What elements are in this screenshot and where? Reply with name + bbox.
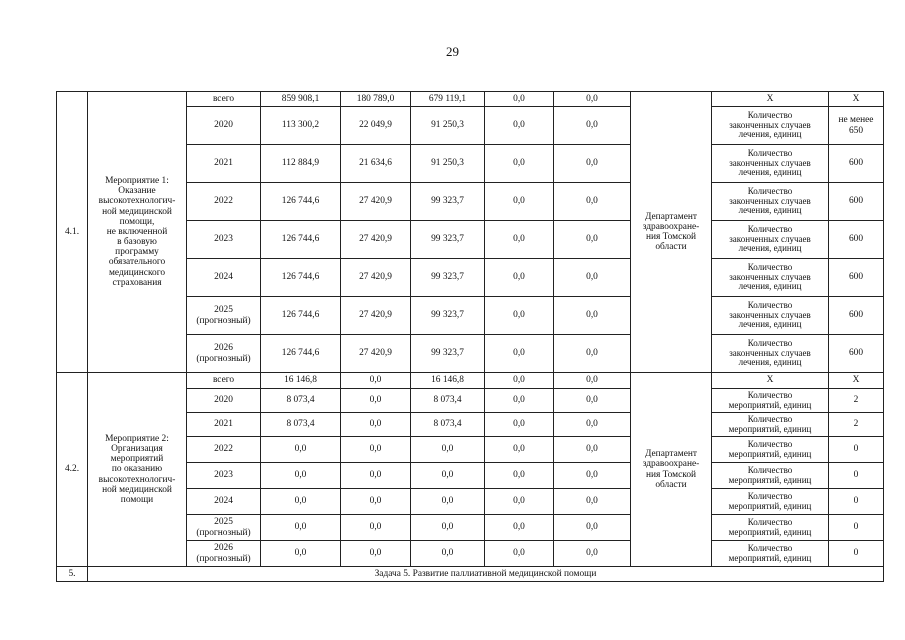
page-number: 29 [446, 44, 459, 59]
event-name-line: помощи [120, 494, 154, 505]
indicator-name [712, 259, 829, 297]
executor [631, 92, 712, 373]
indicator-value: 0 [829, 541, 884, 567]
total-value: 112 884,9 [261, 145, 341, 183]
indicator-value: не менее 650 [829, 107, 884, 145]
regional-value: 0,0 [411, 489, 485, 515]
event-name-line: мероприятий [110, 454, 164, 465]
event-name-line: высокотехнологич- [98, 474, 176, 485]
local-value: 0,0 [485, 413, 554, 437]
total-value: 859 908,1 [261, 92, 341, 107]
local-value: 0,0 [485, 389, 554, 413]
indicator-name-line: Количество [747, 542, 793, 553]
other-value: 0,0 [554, 541, 631, 567]
indicator-name-line: Количество [747, 223, 793, 234]
regional-value: 679 119,1 [411, 92, 485, 107]
indicator-name-line: законченных случаев [729, 119, 811, 130]
indicator-name-line: законченных случаев [729, 195, 811, 206]
event-name-line: Организация [111, 444, 163, 455]
other-value: 0,0 [554, 145, 631, 183]
year-label: 2023 [214, 470, 233, 481]
indicator-name-line: мероприятий, единиц [728, 423, 812, 434]
local-value: 0,0 [485, 541, 554, 567]
indicator-name [712, 183, 829, 221]
executor-line: Департамент [645, 211, 697, 222]
total-value: 16 146,8 [261, 373, 341, 389]
indicator-name [712, 145, 829, 183]
total-value: 0,0 [261, 515, 341, 541]
indicator-name-line: законченных случаев [729, 157, 811, 168]
event-name [88, 373, 187, 567]
indicator-name-line: лечения, единиц [738, 167, 802, 178]
year-cell [187, 489, 261, 515]
indicator-name [712, 92, 829, 107]
other-value: 0,0 [554, 413, 631, 437]
year-label: 2021 [214, 419, 233, 430]
year-cell [187, 107, 261, 145]
task-title: Задача 5. Развитие паллиативной медицинской помощи [88, 567, 884, 582]
indicator-value: 600 [829, 297, 884, 335]
indicator-name-line: Количество [747, 109, 793, 120]
indicator-name-line: Количество [747, 261, 793, 272]
table-row [57, 92, 884, 107]
indicator-name-line: мероприятий, единиц [728, 552, 812, 563]
indicator-name-line: Количество [747, 438, 793, 449]
total-value: 126 744,6 [261, 335, 341, 373]
year-label: 2024 [214, 272, 233, 283]
year-label: 2021 [214, 158, 233, 169]
event-name [88, 92, 187, 373]
event-name-line: высокотехнологич- [98, 196, 176, 207]
indicator-name-line: X [766, 93, 774, 104]
indicator-value: 0 [829, 515, 884, 541]
total-value: 0,0 [261, 541, 341, 567]
year-cell [187, 515, 261, 541]
year-cell [187, 373, 261, 389]
local-value: 0,0 [485, 297, 554, 335]
other-value: 0,0 [554, 489, 631, 515]
indicator-value: 2 [829, 389, 884, 413]
executor-line: Департамент [645, 449, 697, 460]
indicator-name [712, 297, 829, 335]
indicator-name-line: Количество [747, 147, 793, 158]
year-label: 2022 [214, 196, 233, 207]
indicator-name-line: Количество [747, 337, 793, 348]
regional-value: 99 323,7 [411, 297, 485, 335]
indicator-name-line: лечения, единиц [738, 357, 802, 368]
indicator-name [712, 221, 829, 259]
year-label: 2020 [214, 120, 233, 131]
indicator-name-line: лечения, единиц [738, 281, 802, 292]
year-label: 2026 [214, 543, 233, 554]
indicator-name [712, 515, 829, 541]
year-label: всего [212, 375, 235, 386]
regional-value: 91 250,3 [411, 145, 485, 183]
indicator-value: 600 [829, 183, 884, 221]
year-label: 2026 [214, 343, 233, 354]
total-value: 0,0 [261, 437, 341, 463]
event-name-line: Мероприятие 2: [105, 433, 169, 444]
federal-value: 0,0 [341, 541, 411, 567]
local-value: 0,0 [485, 489, 554, 515]
indicator-name [712, 335, 829, 373]
event-name-line: в базовую [117, 237, 157, 248]
indicator-value: 600 [829, 221, 884, 259]
local-value: 0,0 [485, 183, 554, 221]
indicator-value: X [829, 92, 884, 107]
indicator-name-line: лечения, единиц [738, 319, 802, 330]
federal-value: 27 420,9 [341, 183, 411, 221]
regional-value: 8 073,4 [411, 389, 485, 413]
event-name-line: ной медицинской [102, 484, 172, 495]
event-name-line: Оказание [118, 186, 156, 197]
federal-value: 0,0 [341, 489, 411, 515]
regional-value: 99 323,7 [411, 335, 485, 373]
local-value: 0,0 [485, 145, 554, 183]
regional-value: 99 323,7 [411, 183, 485, 221]
total-value: 126 744,6 [261, 221, 341, 259]
federal-value: 180 789,0 [341, 92, 411, 107]
total-value: 0,0 [261, 463, 341, 489]
federal-value: 0,0 [341, 373, 411, 389]
federal-value: 0,0 [341, 515, 411, 541]
local-value: 0,0 [485, 437, 554, 463]
indicator-name-line: мероприятий, единиц [728, 474, 812, 485]
federal-value: 27 420,9 [341, 221, 411, 259]
regional-value: 0,0 [411, 463, 485, 489]
other-value: 0,0 [554, 221, 631, 259]
item-number: 4.1. [57, 92, 88, 373]
year-cell [187, 541, 261, 567]
regional-value: 0,0 [411, 515, 485, 541]
year-cell [187, 92, 261, 107]
year-label: 2023 [214, 234, 233, 245]
indicator-value: 600 [829, 259, 884, 297]
other-value: 0,0 [554, 92, 631, 107]
local-value: 0,0 [485, 92, 554, 107]
indicator-name-line: законченных случаев [729, 271, 811, 282]
year-cell [187, 389, 261, 413]
indicator-name [712, 541, 829, 567]
forecast-note: (прогнозный) [196, 353, 251, 364]
year-cell [187, 145, 261, 183]
indicator-name-line: законченных случаев [729, 347, 811, 358]
event-name-line: ной медицинской [102, 206, 172, 217]
executor [631, 373, 712, 567]
indicator-name-line: Количество [747, 490, 793, 501]
local-value: 0,0 [485, 515, 554, 541]
event-name-line: не включенной [106, 226, 168, 237]
indicator-name-line: лечения, единиц [738, 243, 802, 254]
year-cell [187, 297, 261, 335]
indicator-name-line: Количество [747, 299, 793, 310]
indicator-name-line: Количество [747, 516, 793, 527]
executor-line: здравоохране- [642, 459, 700, 470]
indicator-name [712, 489, 829, 515]
year-cell [187, 183, 261, 221]
indicator-name-line: законченных случаев [729, 233, 811, 244]
indicator-name-line: Количество [747, 389, 793, 400]
federal-value: 0,0 [341, 463, 411, 489]
forecast-note: (прогнозный) [196, 553, 251, 564]
program-table [56, 91, 884, 582]
local-value: 0,0 [485, 107, 554, 145]
event-name-line: Мероприятие 1: [105, 176, 169, 187]
year-label: всего [212, 93, 235, 104]
total-value: 126 744,6 [261, 259, 341, 297]
other-value: 0,0 [554, 463, 631, 489]
indicator-name [712, 413, 829, 437]
forecast-note: (прогнозный) [196, 527, 251, 538]
task-number: 5. [57, 567, 88, 582]
indicator-name-line: законченных случаев [729, 309, 811, 320]
forecast-note: (прогнозный) [196, 315, 251, 326]
indicator-value: 2 [829, 413, 884, 437]
event-name-line: программу [115, 247, 159, 258]
year-cell [187, 221, 261, 259]
item-number: 4.2. [57, 373, 88, 567]
regional-value: 99 323,7 [411, 221, 485, 259]
executor-line: ния Томской [645, 232, 697, 242]
other-value: 0,0 [554, 107, 631, 145]
executor-line: области [655, 242, 687, 253]
indicator-name-line: Количество [747, 185, 793, 196]
total-value: 8 073,4 [261, 389, 341, 413]
indicator-name-line: Количество [747, 413, 793, 424]
other-value: 0,0 [554, 297, 631, 335]
indicator-value: X [829, 373, 884, 389]
federal-value: 0,0 [341, 389, 411, 413]
indicator-name-line: мероприятий, единиц [728, 500, 812, 511]
year-cell [187, 463, 261, 489]
other-value: 0,0 [554, 335, 631, 373]
year-label: 2024 [214, 496, 233, 507]
year-cell [187, 335, 261, 373]
other-value: 0,0 [554, 389, 631, 413]
other-value: 0,0 [554, 259, 631, 297]
total-value: 126 744,6 [261, 297, 341, 335]
event-name-line: медицинского [108, 267, 166, 278]
local-value: 0,0 [485, 221, 554, 259]
indicator-name-line: Количество [747, 464, 793, 475]
indicator-name-line: лечения, единиц [738, 205, 802, 216]
year-label: 2025 [214, 517, 233, 528]
indicator-name [712, 389, 829, 413]
executor-line: области [655, 479, 687, 490]
regional-value: 0,0 [411, 437, 485, 463]
task-row [57, 567, 884, 582]
year-cell [187, 413, 261, 437]
other-value: 0,0 [554, 437, 631, 463]
regional-value: 0,0 [411, 541, 485, 567]
indicator-name-line: мероприятий, единиц [728, 526, 812, 537]
federal-value: 22 049,9 [341, 107, 411, 145]
other-value: 0,0 [554, 373, 631, 389]
indicator-value: 0 [829, 489, 884, 515]
indicator-value: 0 [829, 463, 884, 489]
federal-value: 0,0 [341, 437, 411, 463]
indicator-name [712, 373, 829, 389]
event-name-line: обязательного [108, 257, 166, 268]
federal-value: 0,0 [341, 413, 411, 437]
total-value: 113 300,2 [261, 107, 341, 145]
year-label: 2025 [214, 305, 233, 316]
total-value: 126 744,6 [261, 183, 341, 221]
executor-line: здравоохране- [642, 221, 700, 232]
federal-value: 27 420,9 [341, 335, 411, 373]
total-value: 0,0 [261, 489, 341, 515]
local-value: 0,0 [485, 335, 554, 373]
other-value: 0,0 [554, 183, 631, 221]
indicator-name [712, 437, 829, 463]
table-row [57, 373, 884, 389]
indicator-name [712, 107, 829, 145]
indicator-name-line: мероприятий, единиц [728, 448, 812, 459]
regional-value: 16 146,8 [411, 373, 485, 389]
event-name-line: помощи, [119, 216, 155, 227]
event-name-line: по оказанию [111, 464, 163, 475]
indicator-name-line: мероприятий, единиц [728, 399, 812, 410]
total-value: 8 073,4 [261, 413, 341, 437]
year-label: 2020 [214, 395, 233, 406]
indicator-value: 600 [829, 335, 884, 373]
regional-value: 91 250,3 [411, 107, 485, 145]
year-cell [187, 259, 261, 297]
federal-value: 21 634,6 [341, 145, 411, 183]
federal-value: 27 420,9 [341, 297, 411, 335]
regional-value: 8 073,4 [411, 413, 485, 437]
indicator-value: 0 [829, 437, 884, 463]
event-name-line: страхования [112, 277, 162, 288]
regional-value: 99 323,7 [411, 259, 485, 297]
federal-value: 27 420,9 [341, 259, 411, 297]
local-value: 0,0 [485, 463, 554, 489]
indicator-name-line: лечения, единиц [738, 129, 802, 140]
indicator-name [712, 463, 829, 489]
executor-line: ния Томской [645, 469, 697, 480]
local-value: 0,0 [485, 259, 554, 297]
indicator-value: 600 [829, 145, 884, 183]
year-cell [187, 437, 261, 463]
year-label: 2022 [214, 444, 233, 455]
indicator-name-line: X [766, 375, 774, 386]
local-value: 0,0 [485, 373, 554, 389]
other-value: 0,0 [554, 515, 631, 541]
